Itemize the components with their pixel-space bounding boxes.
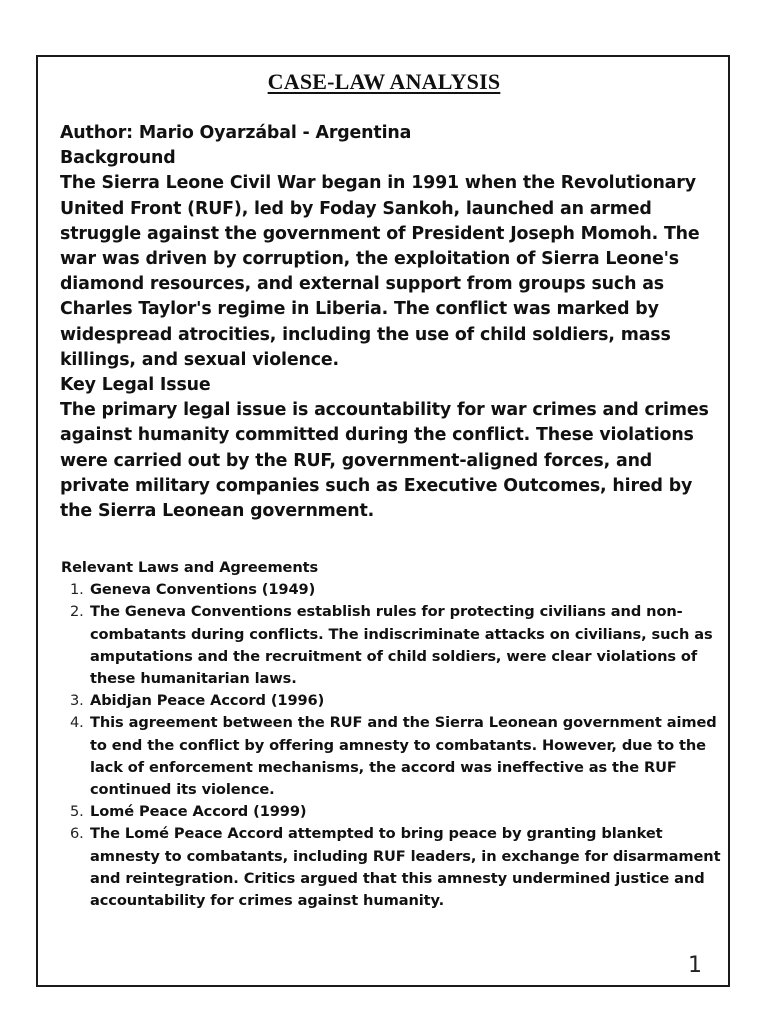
laws-section <box>61 557 725 912</box>
list-item-text: The Lomé Peace Accord attempted to bring peace by granting blanket amnesty to combatants, including RUF leaders, in exchange for disarmament and reintegration. Critics argued that this amnesty undermined justice and accountability for crimes against humanity. <box>90 825 721 910</box>
legal-issue-heading: Key Legal Issue <box>60 375 211 396</box>
list-item <box>61 801 725 823</box>
list-item-number: 5. <box>70 803 84 821</box>
list-item <box>61 601 725 690</box>
list-item <box>61 690 725 712</box>
list-item <box>61 712 725 801</box>
list-item <box>61 823 725 912</box>
list-item-text: Abidjan Peace Accord (1996) <box>90 692 325 710</box>
background-heading: Background <box>60 148 176 169</box>
laws-heading: Relevant Laws and Agreements <box>61 559 319 576</box>
list-item-number: 2. <box>70 603 84 621</box>
legal-issue-paragraph: The primary legal issue is accountability for war crimes and crimes against humanity committed during the conflict. These violations were carried out by the RUF, government-aligned forces, and private military companies such as Executive Outcomes, hired by the Sierra Leonean government. <box>60 400 709 522</box>
background-paragraph: The Sierra Leone Civil War began in 1991 when the Revolutionary United Front (RUF), led by Foday Sankoh, launched an armed struggle against the government of President Joseph Momoh. The war was driven by corruption, the exploitation of Sierra Leone's diamond resources, and external support from groups such as Charles Taylor's regime in Liberia. The conflict was marked by widespread atrocities, including the use of child soldiers, mass killings, and sexual violence. <box>60 173 700 370</box>
list-item-number: 6. <box>70 825 84 843</box>
list-item-text: Lomé Peace Accord (1999) <box>90 803 307 821</box>
document-title <box>0 69 768 95</box>
list-item-number: 3. <box>70 692 84 710</box>
page-number: 1 <box>688 953 702 978</box>
list-item-text: This agreement between the RUF and the Sierra Leonean government aimed to end the conflict by offering amnesty to combatants. However, due to the lack of enforcement mechanisms, the accord was ineffective as the RUF continued its violence. <box>90 714 717 799</box>
laws-list <box>61 579 725 912</box>
main-body <box>60 121 720 524</box>
list-item-text: The Geneva Conventions establish rules for protecting civilians and non-combatants during conflicts. The indiscriminate attacks on civilians, such as amputations and the recruitment of child soldiers, were clear violations of these humanitarian laws. <box>90 603 713 688</box>
list-item-number: 1. <box>70 581 84 599</box>
author-line: Author: Mario Oyarzábal - Argentina <box>60 123 412 143</box>
list-item-text: Geneva Conventions (1949) <box>90 581 316 599</box>
document-title-text: CASE-LAW ANALYSIS <box>267 69 501 94</box>
list-item <box>61 579 725 601</box>
list-item-number: 4. <box>70 714 84 732</box>
